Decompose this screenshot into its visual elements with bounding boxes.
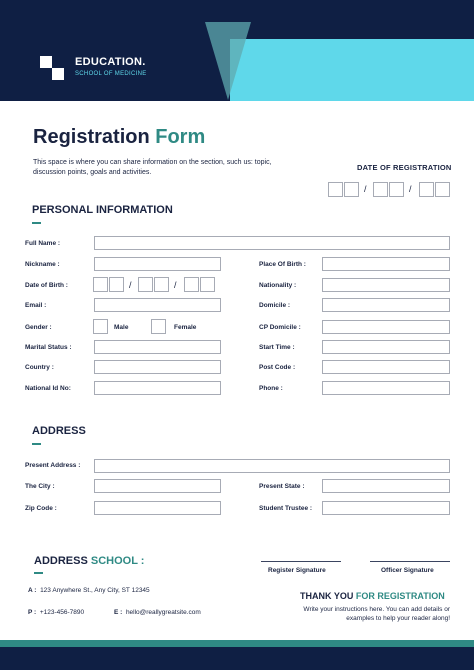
dob-year-1[interactable] <box>184 277 199 292</box>
reg-date-day-1[interactable] <box>328 182 343 197</box>
address-rule <box>32 443 41 445</box>
reg-date-separator: / <box>364 184 367 194</box>
email-field[interactable] <box>94 298 221 312</box>
date-of-birth-label: Date of Birth : <box>25 282 68 289</box>
header-triangle-decoration <box>205 22 251 100</box>
address-school-heading-main: ADDRESS <box>34 555 88 567</box>
present-address-field[interactable] <box>94 459 450 473</box>
dob-separator: / <box>174 280 177 290</box>
reg-date-month-1[interactable] <box>373 182 388 197</box>
post-code-field[interactable] <box>322 360 450 374</box>
dob-year-2[interactable] <box>200 277 215 292</box>
nickname-label: Nickname : <box>25 261 60 268</box>
title-accent: Form <box>155 126 206 148</box>
phone-field[interactable] <box>322 381 450 395</box>
nickname-field[interactable] <box>94 257 221 271</box>
footer-teal-band <box>0 640 474 647</box>
school-logo-icon <box>40 56 64 80</box>
email-label: Email : <box>25 302 47 309</box>
school-phone-line <box>28 609 84 616</box>
phone-prefix: P : <box>28 609 37 616</box>
school-address-value: 123 Anywhere St., Any City, ST 12345 <box>40 587 150 594</box>
dob-month-2[interactable] <box>154 277 169 292</box>
dob-separator: / <box>129 280 132 290</box>
dob-day-2[interactable] <box>109 277 124 292</box>
register-signature-line[interactable] <box>261 561 341 562</box>
nationality-field[interactable] <box>322 278 450 292</box>
intro-text: This space is where you can share information on the section, such us: topic, discussion points, goals and activities. <box>33 159 272 176</box>
city-label: The City : <box>25 483 55 490</box>
address-school-heading-accent: SCHOOL : <box>90 555 145 567</box>
title-main: Registration <box>33 126 150 148</box>
cp-domicile-field[interactable] <box>322 320 450 334</box>
start-time-field[interactable] <box>322 340 450 354</box>
officer-signature-label: Officer Signature <box>381 567 434 574</box>
brand-name: EDUCATION. <box>75 56 146 68</box>
school-phone-value: +123-456-7890 <box>39 609 85 616</box>
page-title <box>33 126 205 149</box>
student-trustee-field[interactable] <box>322 501 450 515</box>
country-field[interactable] <box>94 360 221 374</box>
present-state-field[interactable] <box>322 479 450 493</box>
email-prefix: E : <box>114 609 123 616</box>
cp-domicile-label: CP Domicile : <box>259 324 301 331</box>
reg-date-year-2[interactable] <box>435 182 450 197</box>
personal-info-heading: PERSONAL INFORMATION <box>32 204 173 216</box>
school-email-line <box>114 609 201 616</box>
full-name-field[interactable] <box>94 236 450 250</box>
school-address-line <box>28 587 150 594</box>
reg-date-year-1[interactable] <box>419 182 434 197</box>
national-id-field[interactable] <box>94 381 221 395</box>
officer-signature-line[interactable] <box>370 561 450 562</box>
thank-you-heading <box>300 591 445 601</box>
gender-female-checkbox[interactable] <box>151 319 166 334</box>
reg-date-separator: / <box>409 184 412 194</box>
student-trustee-label: Student Trustee : <box>259 505 313 512</box>
gender-male-label: Male <box>114 324 129 331</box>
city-field[interactable] <box>94 479 221 493</box>
place-of-birth-field[interactable] <box>322 257 450 271</box>
country-label: Country : <box>25 364 54 371</box>
footer-navy-band <box>0 647 474 670</box>
start-time-label: Start Time : <box>259 344 295 351</box>
marital-status-field[interactable] <box>94 340 221 354</box>
address-heading: ADDRESS <box>32 425 86 437</box>
place-of-birth-label: Place Of Birth : <box>259 261 306 268</box>
date-of-registration-label: DATE OF REGISTRATION <box>357 163 452 172</box>
address-school-heading <box>34 555 144 567</box>
domicile-field[interactable] <box>322 298 450 312</box>
thank-you-main: THANK YOU <box>300 591 354 601</box>
domicile-label: Domicile : <box>259 302 291 309</box>
header-cyan-band <box>230 39 474 101</box>
gender-male-checkbox[interactable] <box>93 319 108 334</box>
dob-day-1[interactable] <box>93 277 108 292</box>
post-code-label: Post Code : <box>259 364 296 371</box>
nationality-label: Nationality : <box>259 282 297 289</box>
register-signature-label: Register Signature <box>268 567 326 574</box>
thank-you-accent: FOR REGISTRATION <box>355 591 445 601</box>
brand-subtitle: SCHOOL OF MEDICINE <box>75 71 147 77</box>
reg-date-month-2[interactable] <box>389 182 404 197</box>
full-name-label: Full Name : <box>25 240 61 247</box>
address-prefix: A : <box>28 587 37 594</box>
address-school-rule <box>34 572 43 574</box>
present-state-label: Present State : <box>259 483 305 490</box>
personal-info-rule <box>32 222 41 224</box>
reg-date-day-2[interactable] <box>344 182 359 197</box>
present-address-label: Present Address : <box>25 462 81 469</box>
marital-status-label: Marital Status : <box>25 344 72 351</box>
national-id-label: National Id No: <box>25 385 71 392</box>
zip-code-field[interactable] <box>94 501 221 515</box>
phone-label: Phone : <box>259 385 283 392</box>
gender-label: Gender : <box>25 324 52 331</box>
zip-code-label: Zip Code : <box>25 505 57 512</box>
thank-you-note: Write your instructions here. You can add details or examples to help your reader along! <box>303 606 450 622</box>
school-email-value[interactable]: hello@reallygreatsite.com <box>125 609 201 616</box>
gender-female-label: Female <box>174 324 197 331</box>
dob-month-1[interactable] <box>138 277 153 292</box>
